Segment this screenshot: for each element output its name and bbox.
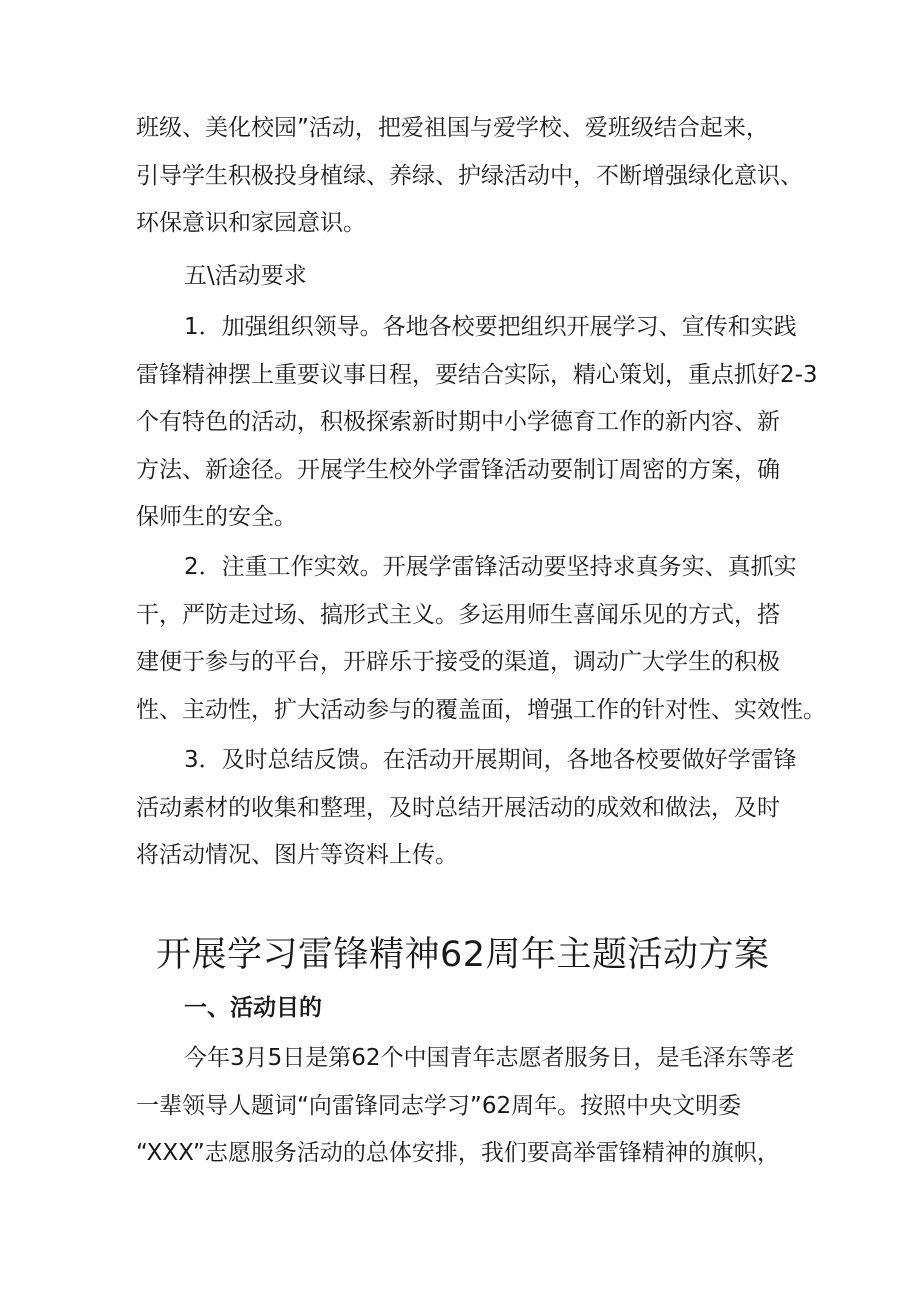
paragraph-line: 雷锋精神摆上重要议事日程，要结合实际，精心策划，重点抓好2-3 [136,361,818,388]
paragraph-line: 今年3月5日是第62个中国青年志愿者服务日，是毛泽东等老 [184,1045,795,1071]
paragraph-line: 干，严防走过场、搞形式主义。多运用师生喜闻乐见的方式，搭 [136,601,780,628]
paragraph-line: 将活动情况、图片等资料上传。 [136,842,458,868]
continuation-paragraph [136,105,816,248]
paragraph-line: 1．加强组织领导。各地各校要把组织开展学习、宣传和实践 [184,314,797,340]
paragraph-line: 班级、美化校园”活动，把爱祖国与爱学校、爱班级结合起来， [136,115,769,141]
section-five-heading [136,253,816,301]
paragraph-line: 性、主动性，扩大活动参与的覆盖面，增强工作的针对性、实效性。 [136,696,826,723]
requirement-item-2 [136,544,826,734]
paragraph-line: 一辈领导人题词“向雷锋同志学习”62周年。按照中央文明委 [136,1092,742,1119]
paragraph-line: 引导学生积极投身植绿、养绿、护绿活动中，不断增强绿化意识、 [136,162,803,189]
paragraph-line: 活动素材的收集和整理，及时总结开展活动的成效和做法，及时 [136,794,780,821]
paragraph-line: 个有特色的活动，积极探索新时期中小学德育工作的新内容、新 [136,409,780,435]
paragraph-line: “XXX”志愿服务活动的总体安排，我们要高举雷锋精神的旗帜， [136,1140,780,1166]
section-one-heading: 一、活动目的 [184,995,322,1021]
paragraph-line: 2．注重工作实效。开展学雷锋活动要坚持求真务实、真抓实 [184,554,797,580]
paragraph-line: 方法、新途径。开展学生校外学雷锋活动要制订周密的方案，确 [136,456,780,483]
document-title: 开展学习雷锋精神62周年主题活动方案 [156,935,770,975]
paragraph-line: 建便于参与的平台，开辟乐于接受的渠道，调动广大学生的积极 [136,649,780,675]
requirement-item-1 [136,304,816,542]
requirement-item-3 [136,737,816,880]
section-heading-text: 五\活动要求 [184,263,307,289]
paragraph-line: 保师生的安全。 [136,504,297,530]
paragraph-line: 环保意识和家园意识。 [136,210,366,236]
paragraph-line: 3．及时总结反馈。在活动开展期间，各地各校要做好学雷锋 [184,747,797,773]
section-one-paragraph [136,1035,816,1178]
